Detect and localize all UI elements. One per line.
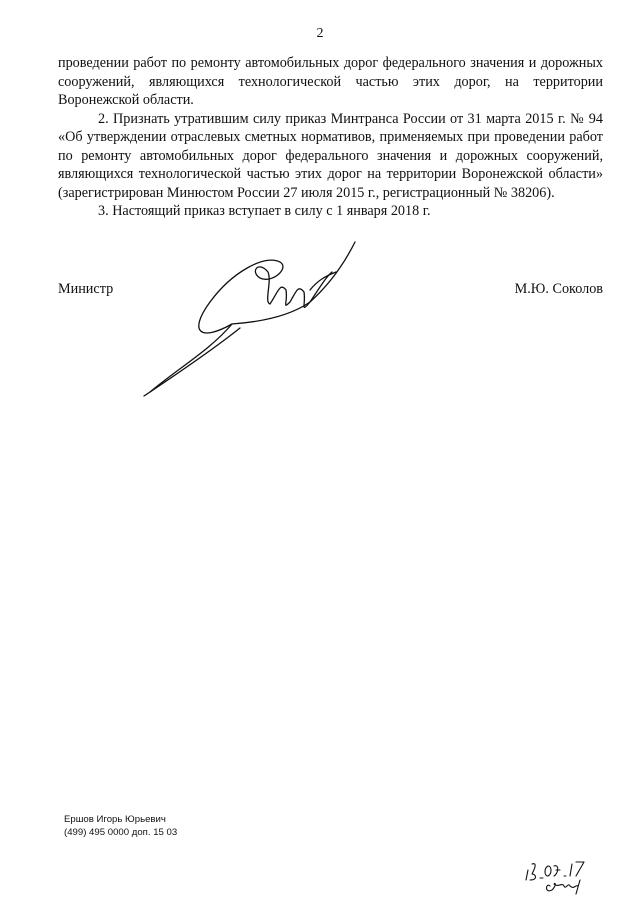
executor-name: Ершов Игорь Юрьевич [64, 814, 166, 825]
handwritten-signature [140, 232, 380, 402]
paragraph-item-3: 3. Настоящий приказ вступает в силу с 1 января 2018 г. [98, 203, 431, 219]
paragraph-continuation: проведении работ по ремонту автомобильных дорог федерального значения и дорожных сооружений, являющихся технологической частью этих дорог, на территории Воронежской области. [58, 55, 603, 108]
executor-info [64, 813, 177, 839]
document-body [58, 54, 603, 221]
signatory-position: Министр [58, 281, 114, 297]
executor-phone: (499) 495 0000 доп. 15 03 [64, 827, 178, 838]
handwritten-date-mark [520, 852, 595, 897]
signatory-name: М.Ю. Соколов [514, 281, 603, 297]
paragraph-item-2: 2. Признать утратившим силу приказ Минтранса России от 31 марта 2015 г. № 94 «Об утверждении отраслевых сметных нормативов, применяемых при проведении работ по ремонту автомобильных дорог федерального значения и дорожных сооружений, являющихся технологической частью этих дорог на территории Воронежской области» (зарегистрирован Минюстом России 27 июля 2015 г., регистрационный № 38206). [58, 110, 603, 201]
page-number: 2 [316, 26, 324, 41]
